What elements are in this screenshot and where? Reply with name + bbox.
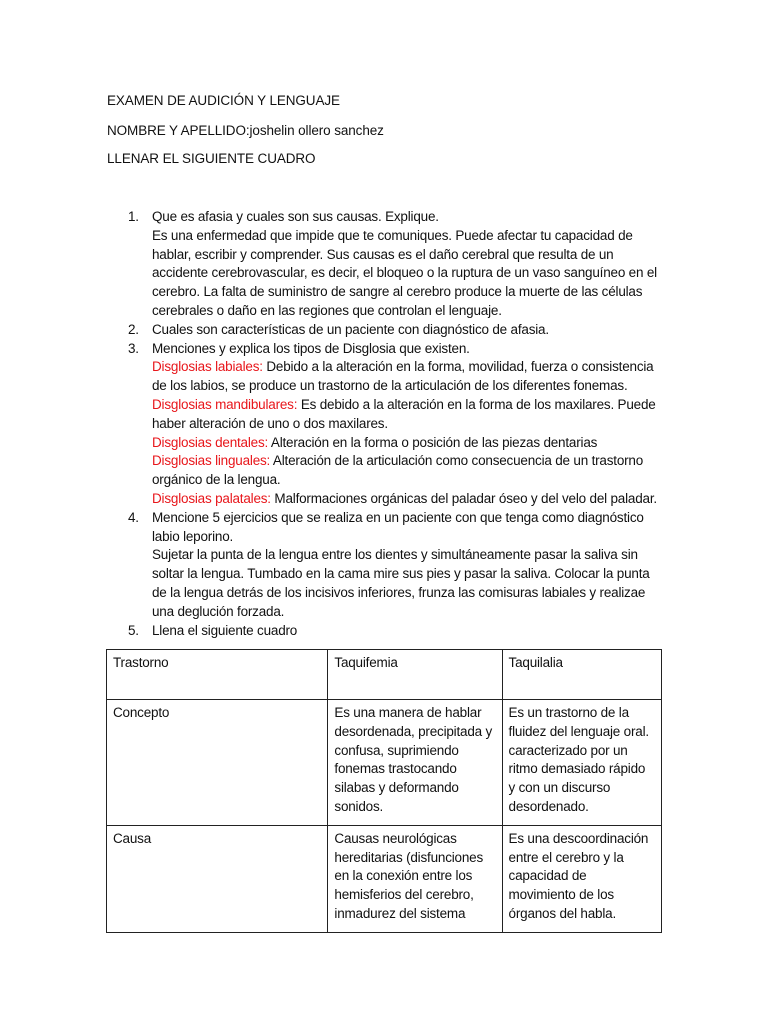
disglosia-type	[152, 490, 667, 509]
question-text: Que es afasia y cuales son sus causas. Explique.	[152, 209, 439, 224]
table-cell: Es un trastorno de la fluidez del lenguaje oral. caracterizado por un ritmo demasiado rápido y con un discurso desordenado.	[502, 700, 661, 826]
table-cell: Causas neurológicas hereditarias (disfunciones en la conexión entre los hemisferios del cerebro, inmadurez del sistema	[328, 825, 502, 932]
question-item-3	[107, 340, 667, 509]
question-text: Cuales son características de un paciente con diagnóstico de afasia.	[152, 321, 549, 337]
disglosia-description: Alteración de la articulación como consecuencia de un trastorno orgánico de la lengua.	[152, 453, 644, 488]
disglosia-type	[152, 358, 667, 396]
question-number: 4.	[128, 509, 139, 525]
disglosia-description: Malformaciones orgánicas del paladar óseo y del velo del paladar.	[270, 490, 657, 506]
table-header-cell: Taquilalia	[502, 650, 661, 700]
disglosia-term: Disglosias linguales:	[152, 453, 271, 469]
student-name-line: NOMBRE Y APELLIDO:joshelin ollero sanchez	[107, 123, 384, 138]
exam-title: EXAMEN DE AUDICIÓN Y LENGUAJE	[107, 93, 340, 108]
disglosia-description: Alteración en la forma o posición de las piezas dentarias	[268, 434, 598, 450]
answer-text: Es una enfermedad que impide que te comuniques. Puede afectar tu capacidad de hablar, escribir y comprender. Sus causas es el daño cerebral que resulta de un accidente cerebrovascular, es decir, el bloqueo o la ruptura de un vaso sanguíneo en el cerebro. La falta de suministro de sangre al cerebro produce la muerte de las células cerebrales o daño en las regiones que controlan el lenguaje.	[152, 227, 657, 318]
table-header-row	[107, 650, 662, 700]
comparison-table	[106, 649, 662, 933]
disglosia-term: Disglosias dentales:	[152, 434, 269, 450]
answer-text: Sujetar la punta de la lengua entre los dientes y simultáneamente pasar la saliva sin soltar la lengua. Tumbado en la cama mire sus pies y pasar la saliva. Colocar la punta de la lengua detrás de los incisivos inferiores, frunza las comisuras labiales y realizae una deglución forzada.	[152, 547, 650, 619]
disglosia-term: Disglosias mandibulares:	[152, 396, 298, 412]
table-cell: Es una descoordinación entre el cerebro y la capacidad de movimiento de los órganos del habla.	[502, 825, 661, 932]
question-item-2	[107, 321, 667, 340]
table-cell: Causa	[107, 825, 328, 932]
table-row	[107, 700, 662, 826]
disglosia-type	[152, 434, 667, 453]
instruction-line: LLENAR EL SIGUIENTE CUADRO	[107, 151, 316, 166]
question-list	[107, 208, 667, 640]
question-number: 1.	[128, 209, 139, 224]
question-text: Llena el siguiente cuadro	[152, 622, 298, 638]
disglosia-type	[152, 396, 667, 434]
table-cell: Es una manera de hablar desordenada, precipitada y confusa, suprimiendo fonemas trastocando silabas y deformando sonidos.	[328, 700, 502, 826]
disglosia-term: Disglosias labiales:	[152, 359, 263, 375]
question-number: 5.	[128, 622, 139, 638]
question-item-5	[107, 622, 667, 641]
disglosia-description: Debido a la alteración en la forma, movilidad, fuerza o consistencia de los labios, se produce un trastorno de la articulación de los diferentes fonemas.	[152, 359, 654, 394]
table-row	[107, 825, 662, 932]
question-text: Menciones y explica los tipos de Disglosia que existen.	[152, 340, 470, 356]
question-number: 3.	[128, 340, 139, 356]
table-header-cell: Trastorno	[107, 650, 328, 700]
question-number: 2.	[128, 321, 139, 337]
disglosia-type	[152, 452, 667, 490]
disglosia-description: Es debido a la alteración en la forma de los maxilares. Puede haber alteración de uno o dos maxilares.	[152, 396, 656, 431]
question-item-1	[107, 208, 667, 321]
question-item-4	[107, 509, 667, 622]
disglosia-term: Disglosias palatales:	[152, 490, 271, 506]
table-header-cell: Taquifemia	[328, 650, 502, 700]
question-text: Mencione 5 ejercicios que se realiza en un paciente con que tenga como diagnóstico labio leporino.	[152, 509, 644, 544]
table-cell: Concepto	[107, 700, 328, 826]
